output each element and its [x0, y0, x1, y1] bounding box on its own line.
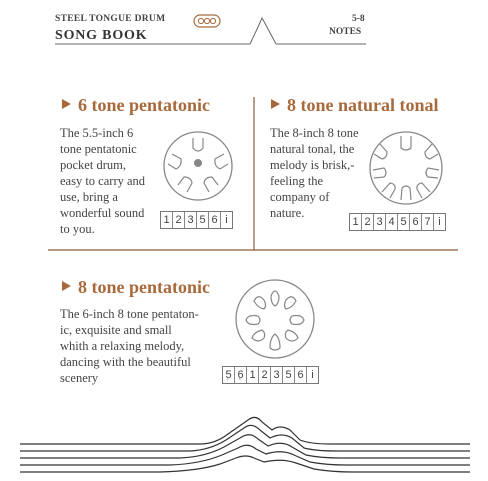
note: 2: [259, 367, 271, 383]
note-strip-8-tone-natural: [349, 213, 446, 231]
note: 3: [271, 367, 283, 383]
section-text-8-tone-pentatonic: The 6-inch 8 tone pentaton- ic, exquisite and small whith a relaxing melody, dancing with the beautiful scenery: [60, 307, 199, 385]
note: 4: [386, 214, 398, 230]
header-title: SONG BOOK: [55, 28, 148, 43]
drum-8-tone-natural-icon: [368, 130, 444, 206]
header-notes-label: NOTES: [329, 27, 362, 37]
note: 3: [185, 212, 197, 228]
note: 1: [350, 214, 362, 230]
mountain-staff-decoration: [0, 400, 488, 481]
note: 2: [362, 214, 374, 230]
note: 6: [209, 212, 221, 228]
triangle-bullet-icon: [62, 281, 71, 291]
note: 1: [161, 212, 173, 228]
note: 6: [295, 367, 307, 383]
header-note-range: 5-8: [352, 14, 365, 24]
note: 6: [410, 214, 422, 230]
section-text-8-tone-natural: The 8-inch 8 tone natural tonal, the melody is brisk,- feeling the company of nature.: [270, 126, 359, 220]
note: i: [311, 369, 314, 381]
section-heading-8-tone-natural: 8 tone natural tonal: [271, 95, 439, 116]
note-strip-8-tone-pentatonic: [222, 366, 319, 384]
section-heading-6-tone: 6 tone pentatonic: [62, 95, 210, 116]
note: i: [225, 214, 228, 226]
section-text-6-tone: The 5.5-inch 6 tone pentatonic pocket drum, easy to carry and use, bring a wonderful sound to you.: [60, 126, 146, 236]
note: 5: [283, 367, 295, 383]
note: 2: [173, 212, 185, 228]
note: 5̣: [223, 367, 235, 383]
note: 5: [197, 212, 209, 228]
note: 1: [247, 367, 259, 383]
triangle-bullet-icon: [271, 99, 280, 109]
header-subtitle: STEEL TONGUE DRUM: [55, 14, 166, 24]
note: 3: [374, 214, 386, 230]
note: 5: [398, 214, 410, 230]
section-heading-8-tone-pentatonic: 8 tone pentatonic: [62, 277, 210, 298]
note: i: [438, 216, 441, 228]
note: 7: [422, 214, 434, 230]
note: 6̣: [235, 367, 247, 383]
drum-8-tone-pentatonic-icon: [234, 278, 316, 360]
